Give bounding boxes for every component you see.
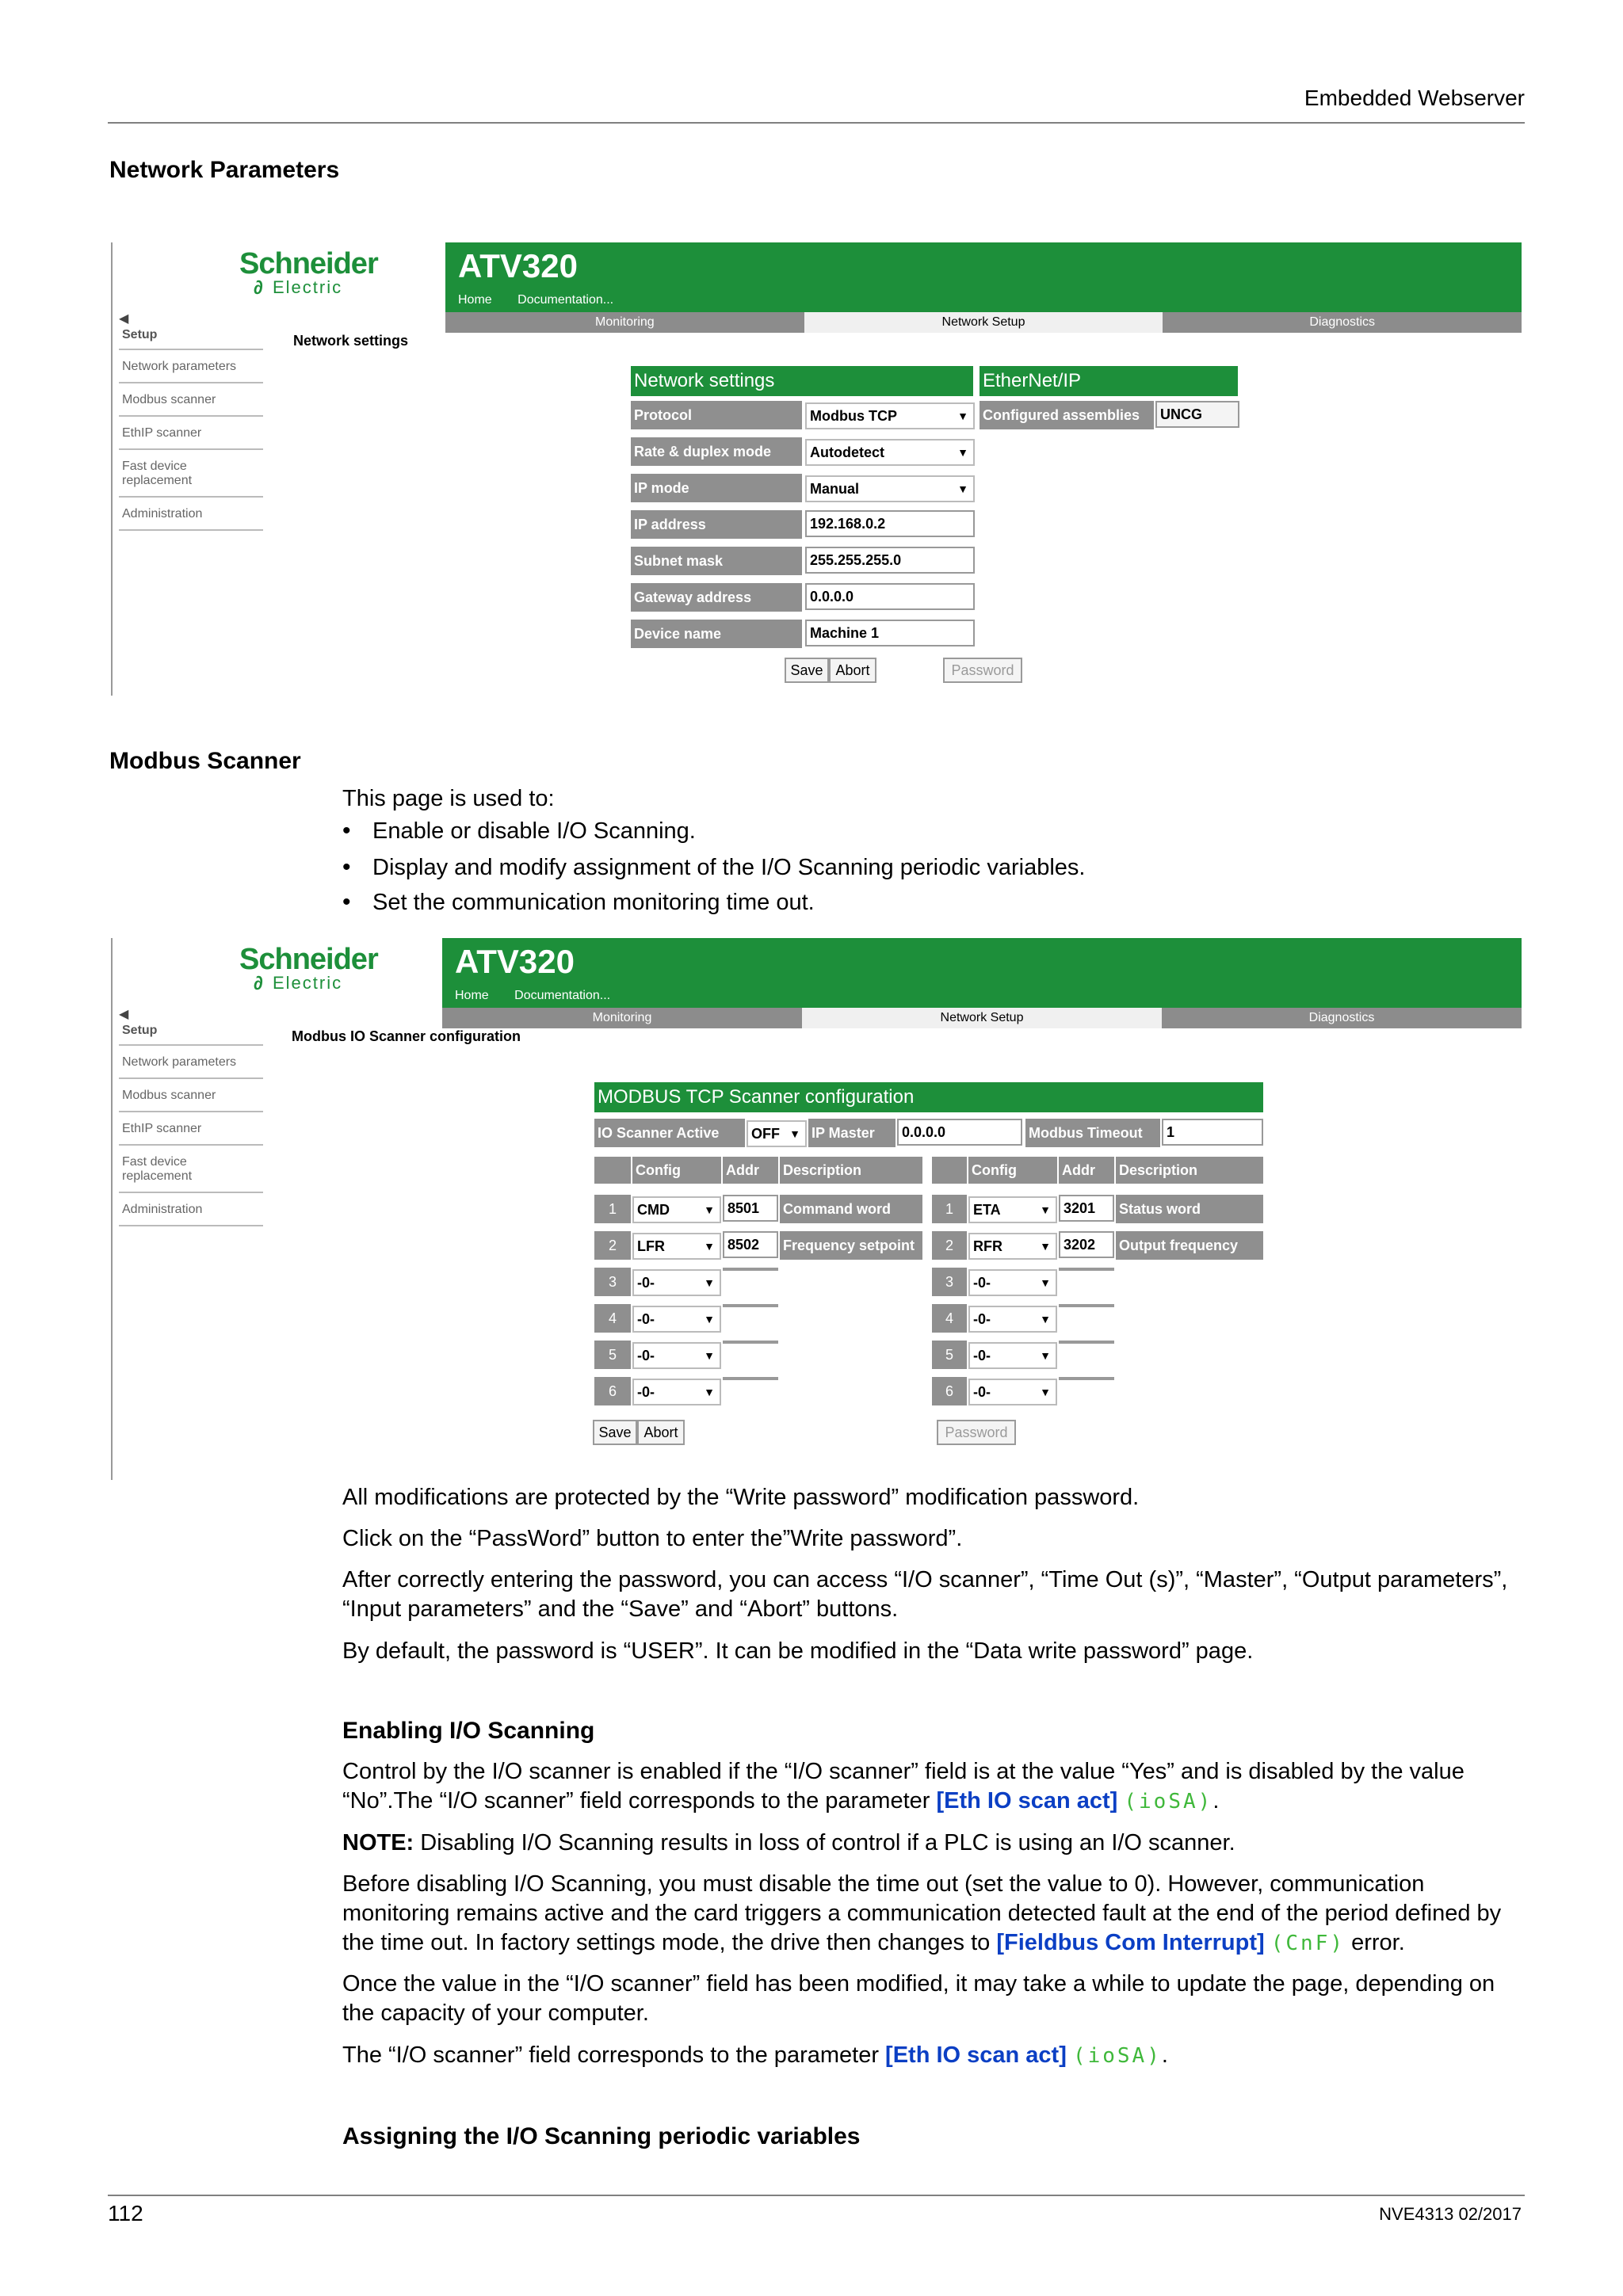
rate-duplex-label: Rate & duplex mode (631, 437, 802, 466)
row-number: 4 (932, 1304, 967, 1333)
save-button[interactable]: Save (785, 658, 829, 683)
section-name: Embedded Webserver (1304, 86, 1525, 110)
chevron-down-icon: ▼ (704, 1203, 715, 1216)
app-header (445, 242, 1522, 312)
tab-diagnostics[interactable]: Diagnostics (1162, 1008, 1522, 1028)
description-cell: Command word (780, 1195, 922, 1223)
schneider-logo: Schneider ∂ Electric (239, 943, 378, 994)
configured-assemblies-label: Configured assemblies (980, 401, 1154, 429)
row-number: 6 (594, 1377, 631, 1405)
network-settings-screenshot (111, 242, 1522, 696)
documentation-link[interactable]: Documentation... (517, 293, 614, 307)
bullet-item: • Set the communication monitoring time out. (342, 889, 815, 915)
row-number: 1 (932, 1195, 967, 1223)
subnet-mask-label: Subnet mask (631, 547, 802, 575)
gateway-address-label: Gateway address (631, 583, 802, 612)
paragraph: Once the value in the “I/O scanner” field has been modified, it may take a while to update the page, depending on the capacity of your computer. (342, 1971, 1495, 2026)
sidebar-item-network-parameters[interactable]: Network parameters (119, 1046, 263, 1079)
modbus-scanner-title: Modbus Scanner (109, 748, 301, 774)
paragraph: Control by the I/O scanner is enabled if the “I/O scanner” field is at the value “Yes” and is disabled by the value “No”.The “I/O scanner” field corresponds to the parameter [Eth IO scan act] (ioSA). (342, 1759, 1465, 1814)
modbus-timeout-label: Modbus Timeout (1025, 1119, 1160, 1147)
subnet-mask-input[interactable]: 255.255.255.0 (805, 547, 975, 574)
tab-network-setup[interactable]: Network Setup (802, 1008, 1162, 1028)
network-settings-group-title: Network settings (631, 366, 973, 396)
column-header-num (932, 1157, 967, 1184)
paragraph: By default, the password is “USER”. It can be modified in the “Data write password” page. (342, 1638, 1254, 1664)
ip-mode-label: IP mode (631, 474, 802, 502)
chevron-down-icon: ▼ (1040, 1386, 1051, 1398)
addr-input[interactable] (1059, 1377, 1114, 1380)
column-header-addr: Addr (1059, 1157, 1114, 1184)
panel-title: Modbus IO Scanner configuration (292, 1028, 521, 1044)
param-link[interactable]: [Eth IO scan act] (885, 2042, 1067, 2068)
tab-network-setup[interactable]: Network Setup (804, 312, 1163, 333)
config-select[interactable]: LFR ▼ (632, 1233, 721, 1260)
collapse-icon[interactable]: ◀ (119, 312, 129, 326)
abort-button[interactable]: Abort (829, 658, 876, 683)
app-title: ATV320 (455, 943, 575, 980)
sidebar-item-fdr[interactable]: Fast device replacement (119, 450, 263, 498)
sidebar-item-modbus-scanner[interactable]: Modbus scanner (119, 1079, 263, 1112)
sidebar-item-fdr[interactable]: Fast device replacement (119, 1146, 263, 1193)
addr-input[interactable] (723, 1341, 778, 1344)
sidebar-setup: Setup (119, 1022, 263, 1046)
sidebar-setup: Setup (119, 326, 263, 350)
paragraph: The “I/O scanner” field corresponds to the parameter [Eth IO scan act] (ioSA). (342, 2042, 1168, 2068)
chevron-down-icon: ▼ (704, 1276, 715, 1289)
addr-input[interactable]: 3202 (1059, 1231, 1114, 1258)
config-select[interactable]: ETA ▼ (968, 1196, 1057, 1223)
sidebar-item-ethip-scanner[interactable]: EthIP scanner (119, 1112, 263, 1146)
row-number: 5 (932, 1341, 967, 1369)
ethernet-ip-group-title: EtherNet/IP (980, 366, 1238, 396)
tab-diagnostics[interactable]: Diagnostics (1163, 312, 1522, 333)
app-header (442, 938, 1522, 1008)
configured-assemblies-value: UNCG (1155, 401, 1239, 428)
config-select[interactable]: -0- ▼ (632, 1306, 721, 1333)
home-link[interactable]: Home (455, 989, 489, 1002)
chevron-down-icon: ▼ (704, 1240, 715, 1253)
sidebar (119, 311, 263, 531)
config-select[interactable]: -0- ▼ (632, 1269, 721, 1296)
rate-duplex-select[interactable]: Autodetect ▼ (805, 439, 975, 466)
schneider-logo: Schneider ∂ Electric (239, 247, 378, 299)
config-select[interactable]: RFR ▼ (968, 1233, 1057, 1260)
sidebar-item-administration[interactable]: Administration (119, 1193, 263, 1226)
scanner-active-select[interactable]: OFF ▼ (747, 1120, 807, 1147)
modbus-scanner-screenshot (111, 938, 1522, 1480)
chevron-down-icon: ▼ (1040, 1240, 1051, 1253)
config-select[interactable]: -0- ▼ (632, 1342, 721, 1369)
device-name-input[interactable]: Machine 1 (805, 620, 975, 646)
ip-mode-select[interactable]: Manual ▼ (805, 475, 975, 502)
row-number: 3 (932, 1268, 967, 1296)
sidebar-item-ethip-scanner[interactable]: EthIP scanner (119, 417, 263, 450)
documentation-link[interactable]: Documentation... (514, 989, 611, 1002)
paragraph: Click on the “PassWord” button to enter the”Write password”. (342, 1526, 963, 1551)
ip-master-label: IP Master (808, 1119, 896, 1147)
page-number: 112 (108, 2201, 143, 2225)
column-header-num (594, 1157, 631, 1184)
addr-input[interactable] (1059, 1341, 1114, 1344)
description-cell: Frequency setpoint (780, 1231, 922, 1260)
sidebar-item-administration[interactable]: Administration (119, 498, 263, 531)
param-link[interactable]: [Fieldbus Com Interrupt] (996, 1930, 1265, 1955)
chevron-down-icon: ▼ (704, 1313, 715, 1325)
device-name-label: Device name (631, 620, 802, 648)
abort-button[interactable]: Abort (637, 1420, 685, 1445)
scanner-active-label: IO Scanner Active (594, 1119, 745, 1147)
addr-input[interactable] (1059, 1268, 1114, 1271)
note: NOTE: Disabling I/O Scanning results in loss of control if a PLC is using an I/O scanner. (342, 1830, 1235, 1855)
row-number: 4 (594, 1304, 631, 1333)
paragraph: After correctly entering the password, you can access “I/O scanner”, “Time Out (s)”, “Master”, “Output parameters”, “Input parameters” and the “Save” and “Abort” buttons. (342, 1567, 1508, 1622)
addr-input[interactable]: 8502 (723, 1231, 778, 1258)
chevron-down-icon: ▼ (1040, 1276, 1051, 1289)
doc-reference: NVE4313 02/2017 (1379, 2204, 1522, 2224)
addr-input[interactable]: 3201 (1059, 1195, 1114, 1222)
paragraph: All modifications are protected by the “Write password” modification password. (342, 1485, 1140, 1510)
column-header-description: Description (780, 1157, 922, 1184)
ip-address-input[interactable]: 192.168.0.2 (805, 510, 975, 537)
bullet-item: • Enable or disable I/O Scanning. (342, 818, 696, 844)
ip-address-label: IP address (631, 510, 802, 539)
description-cell: Status word (1116, 1195, 1263, 1223)
protocol-select[interactable]: Modbus TCP ▼ (805, 402, 975, 429)
row-number: 5 (594, 1341, 631, 1369)
param-link[interactable]: [Eth IO scan act] (936, 1788, 1118, 1814)
chevron-down-icon: ▼ (1040, 1203, 1051, 1216)
ip-master-input[interactable]: 0.0.0.0 (897, 1119, 1022, 1146)
save-button[interactable]: Save (593, 1420, 637, 1445)
row-number: 1 (594, 1195, 631, 1223)
panel-title: Network settings (293, 333, 409, 349)
protocol-label: Protocol (631, 401, 802, 429)
row-number: 2 (932, 1231, 967, 1260)
modbus-intro: This page is used to: (342, 786, 555, 811)
network-parameters-title: Network Parameters (109, 157, 340, 183)
addr-input[interactable] (723, 1377, 778, 1380)
chevron-down-icon: ▼ (1040, 1349, 1051, 1362)
addr-input[interactable] (1059, 1304, 1114, 1307)
row-number: 6 (932, 1377, 967, 1405)
bullet-item: • Display and modify assignment of the I/O Scanning periodic variables. (342, 854, 1086, 880)
enabling-title: Enabling I/O Scanning (342, 1718, 595, 1744)
column-header-description: Description (1116, 1157, 1263, 1184)
main-nav (442, 1008, 1522, 1028)
row-number: 2 (594, 1231, 631, 1260)
main-nav (445, 312, 1522, 333)
app-title: ATV320 (458, 247, 578, 284)
assigning-title: Assigning the I/O Scanning periodic variables (342, 2123, 861, 2149)
tab-monitoring[interactable]: Monitoring (445, 312, 804, 333)
column-header-config: Config (632, 1157, 721, 1184)
modbus-scanner-group-title: MODBUS TCP Scanner configuration (594, 1082, 1263, 1112)
password-button[interactable]: Password (937, 1420, 1016, 1445)
chevron-down-icon: ▼ (1040, 1313, 1051, 1325)
page-header (108, 86, 1525, 124)
chevron-down-icon: ▼ (957, 482, 968, 495)
config-select[interactable]: -0- ▼ (632, 1379, 721, 1405)
config-select[interactable]: -0- ▼ (968, 1269, 1057, 1296)
chevron-down-icon: ▼ (789, 1127, 800, 1140)
column-header-config: Config (968, 1157, 1057, 1184)
sidebar-item-modbus-scanner[interactable]: Modbus scanner (119, 383, 263, 417)
chevron-down-icon: ▼ (957, 410, 968, 422)
config-select[interactable]: -0- ▼ (968, 1306, 1057, 1333)
paragraph: Before disabling I/O Scanning, you must disable the time out (set the value to 0). However, communication monitoring remains active and the card triggers a communication detected fault at the end of the period defined by the time out. In factory settings mode, the drive then changes to [Fieldbus Com Interrupt] (CnF) error. (342, 1871, 1502, 1955)
modbus-timeout-input[interactable]: 1 (1162, 1119, 1263, 1146)
home-link[interactable]: Home (458, 293, 492, 307)
row-number: 3 (594, 1268, 631, 1296)
sidebar-item-network-parameters[interactable]: Network parameters (119, 350, 263, 383)
page-footer-rule (108, 2195, 1525, 2196)
config-select[interactable]: CMD ▼ (632, 1196, 721, 1223)
config-select[interactable]: -0- ▼ (968, 1342, 1057, 1369)
gateway-address-input[interactable]: 0.0.0.0 (805, 583, 975, 610)
chevron-down-icon: ▼ (704, 1349, 715, 1362)
password-button[interactable]: Password (943, 658, 1022, 683)
column-header-addr: Addr (723, 1157, 778, 1184)
chevron-down-icon: ▼ (957, 446, 968, 459)
collapse-icon[interactable]: ◀ (119, 1008, 129, 1021)
tab-monitoring[interactable]: Monitoring (442, 1008, 802, 1028)
description-cell: Output frequency (1116, 1231, 1263, 1260)
sidebar (119, 1006, 263, 1226)
chevron-down-icon: ▼ (704, 1386, 715, 1398)
addr-input[interactable]: 8501 (723, 1195, 778, 1222)
addr-input[interactable] (723, 1268, 778, 1271)
config-select[interactable]: -0- ▼ (968, 1379, 1057, 1405)
addr-input[interactable] (723, 1304, 778, 1307)
